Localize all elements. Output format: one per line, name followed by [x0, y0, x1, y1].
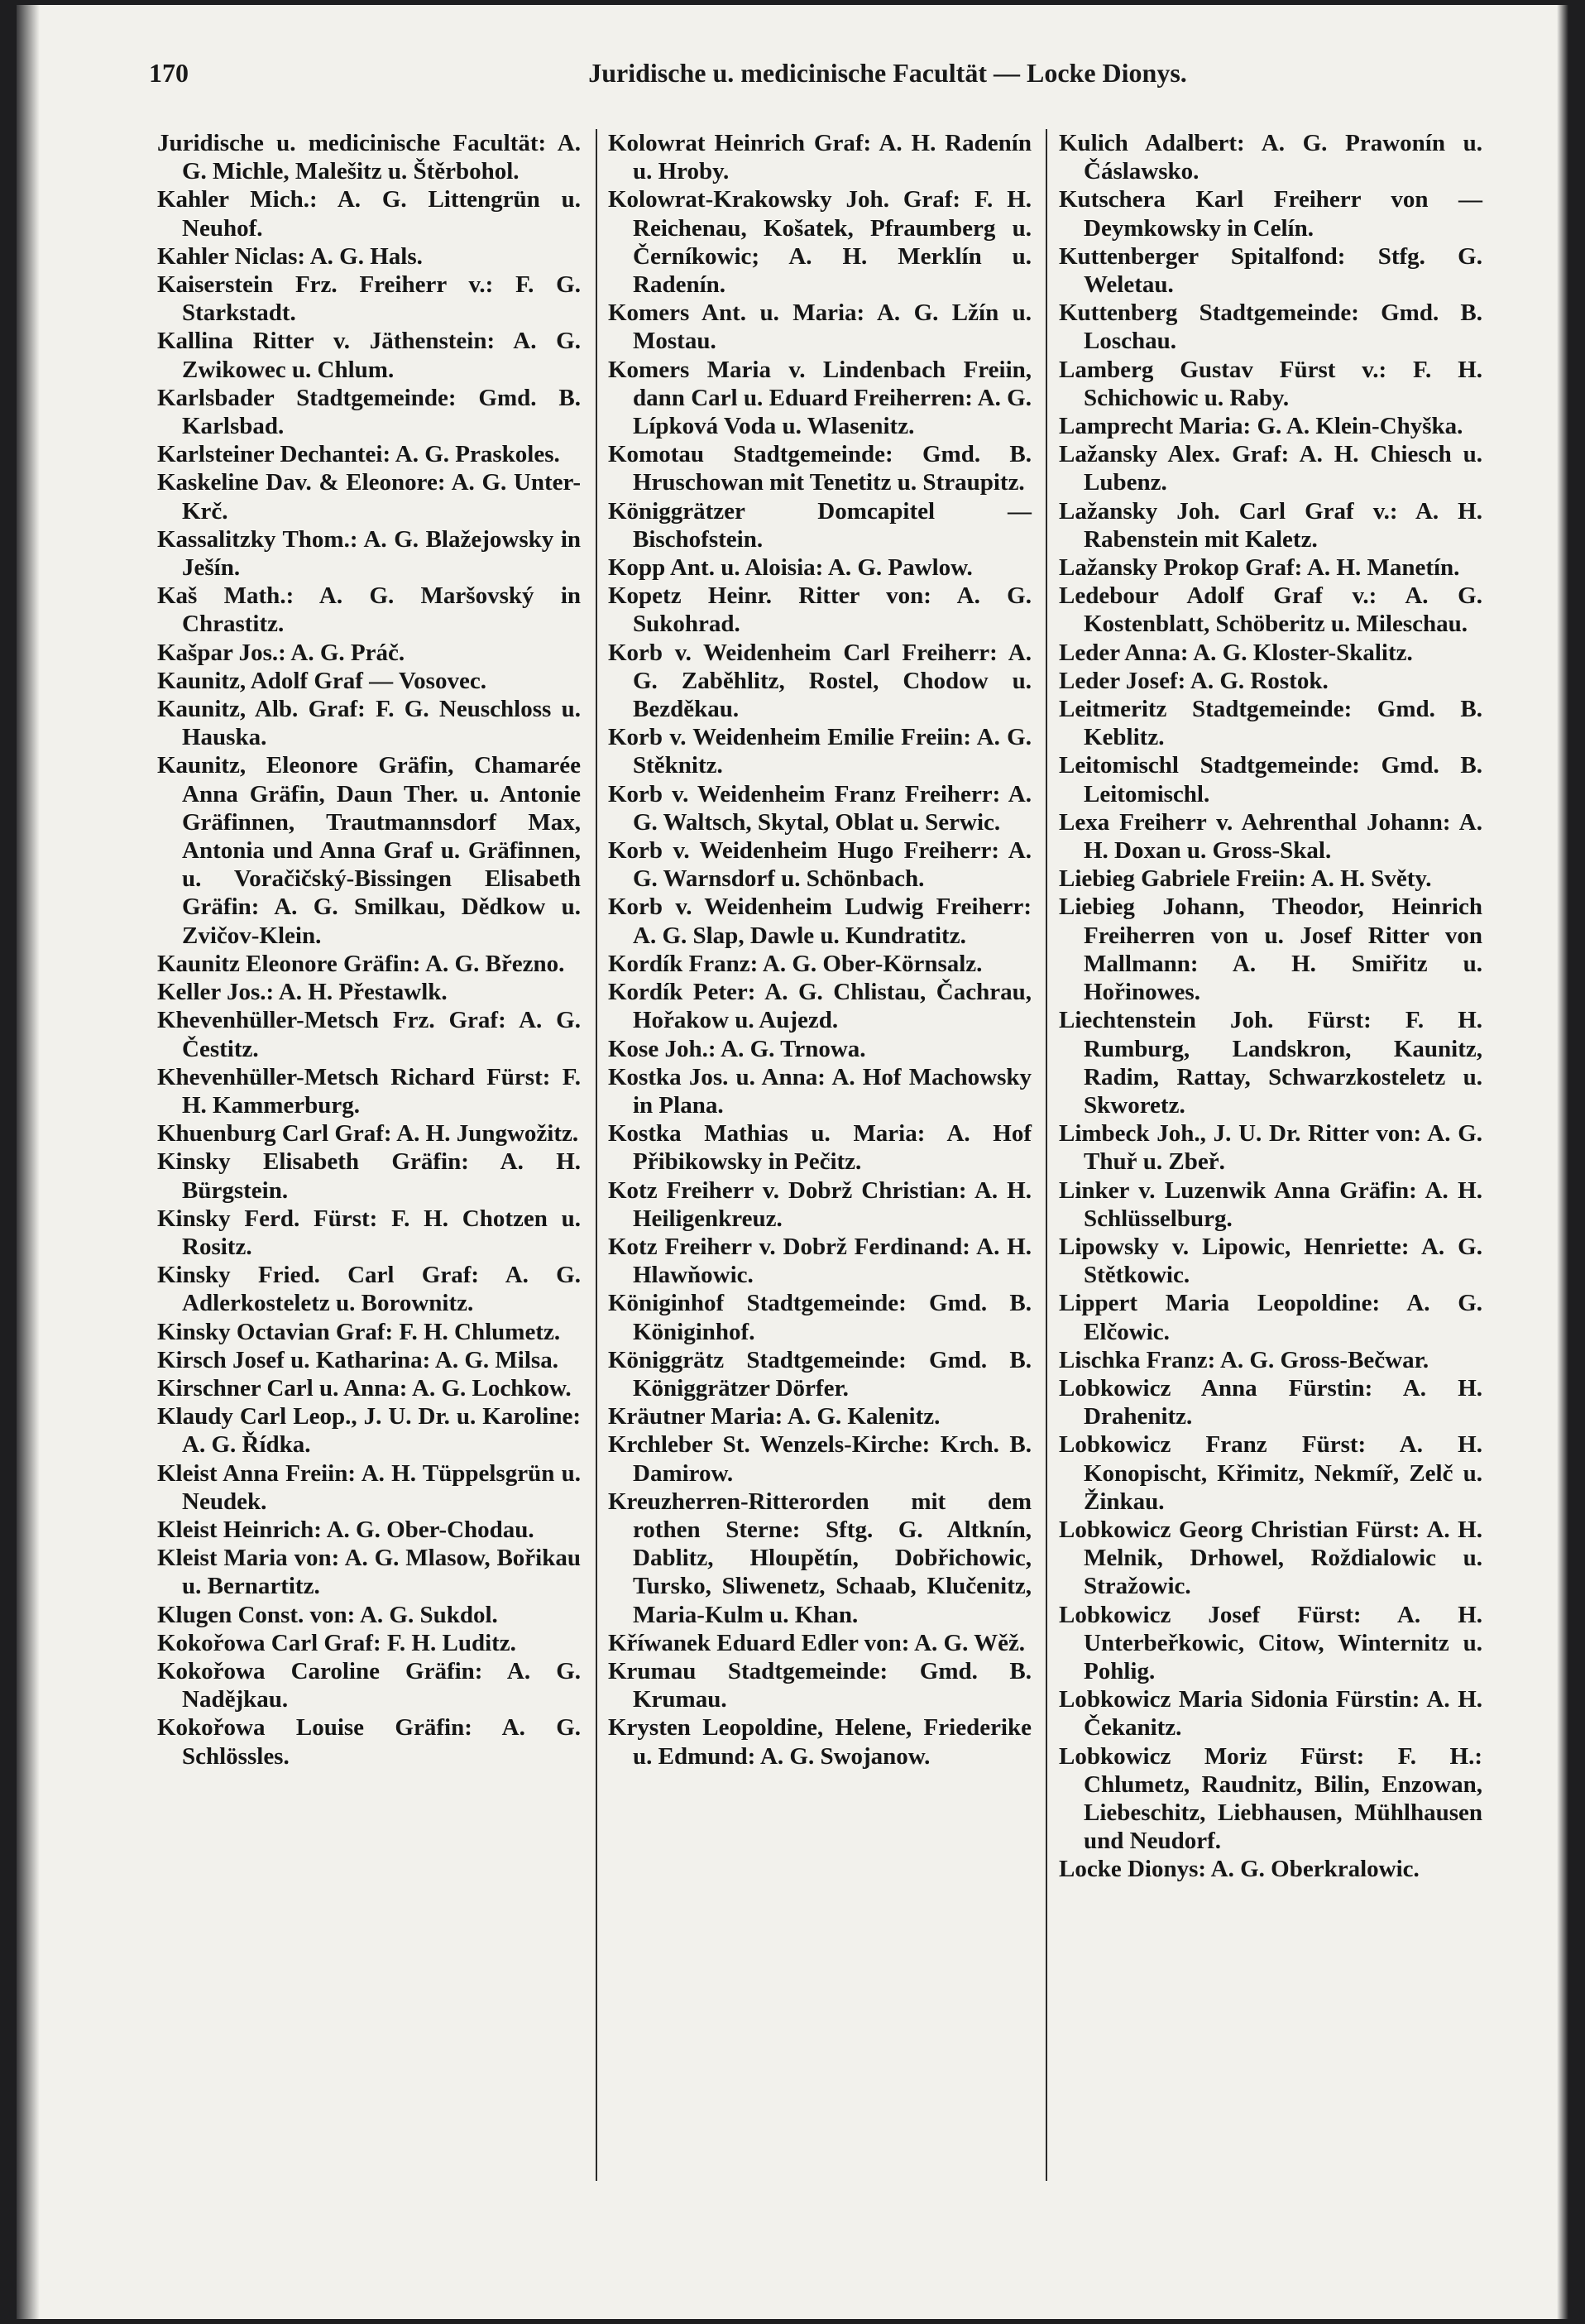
register-entry: Kinsky Elisabeth Gräfin: A. H. Bürgstein. — [157, 1148, 581, 1204]
register-entry: Klugen Const. von: A. G. Sukdol. — [157, 1601, 498, 1628]
register-entry: Kräutner Maria: A. G. Kalenitz. — [608, 1403, 941, 1430]
register-entry: Kotz Freiherr v. Dobrž Ferdinand: A. H. Hlawňowic. — [608, 1233, 1032, 1289]
register-entry: Kaiserstein Frz. Freiherr v.: F. G. Starkstadt. — [157, 271, 581, 327]
register-entry: Kříwanek Eduard Edler von: A. G. Wěž. — [608, 1629, 1026, 1656]
register-entry: Kaunitz Eleonore Gräfin: A. G. Březno. — [157, 950, 565, 977]
register-entry: Kotz Freiherr v. Dobrž Christian: A. H. Heiligenkreuz. — [608, 1176, 1032, 1232]
register-entry: Khuenburg Carl Graf: A. H. Jungwožitz. — [157, 1120, 579, 1148]
register-entry: Kordík Peter: A. G. Chlistau, Čachrau, Hořakow u. Aujezd. — [608, 979, 1032, 1034]
register-entry: Lažansky Prokop Graf: A. H. Manetín. — [1059, 554, 1460, 582]
register-entry: Karlsbader Stadtgemeinde: Gmd. B. Karlsbad. — [157, 384, 581, 440]
register-entry: Kuttenberg Stadtgemeinde: Gmd. B. Loschau. — [1059, 299, 1482, 355]
register-entry: Kolowrat-Krakowsky Joh. Graf: F. H. Reichenau, Košatek, Pfraumberg u. Černíkowic; A. H. Merklín u. Radenín. — [608, 186, 1032, 299]
register-entry: Kinsky Octavian Graf: F. H. Chlumetz. — [157, 1318, 561, 1345]
register-entry: Khevenhüller-Metsch Frz. Graf: A. G. Čestitz. — [157, 1007, 581, 1062]
register-entry: Kleist Maria von: A. G. Mlasow, Bořikau u. Bernartitz. — [157, 1545, 581, 1600]
register-entry: Lipowsky v. Lipowic, Henriette: A. G. Stětkowic. — [1059, 1233, 1482, 1289]
page-binding-shadow — [17, 5, 40, 2319]
register-entry: Kaunitz, Eleonore Gräfin, Chamarée Anna Gräfin, Daun Ther. u. Antonie Gräfinnen, Trautmannsdorf Max, Antonia und Anna Graf u. Gräfinnen, u. Voračičský-Bissingen Elisabeth Gräfin: A. G. Smilkau, Dědkow u. Zvičov-Klein. — [157, 752, 581, 949]
register-entry: Kopp Ant. u. Aloisia: A. G. Pawlow. — [608, 554, 973, 582]
register-entry: Königgrätz Stadtgemeinde: Gmd. B. Königgrätzer Dörfer. — [608, 1346, 1032, 1402]
register-entry: Korb v. Weidenheim Carl Freiherr: A. G. Zaběhlitz, Rostel, Chodow u. Bezděkau. — [608, 639, 1032, 723]
register-entry: Königinhof Stadtgemeinde: Gmd. B. Königinhof. — [608, 1290, 1032, 1345]
register-entry: Krumau Stadtgemeinde: Gmd. B. Krumau. — [608, 1657, 1032, 1713]
register-entry: Lobkowicz Anna Fürstin: A. H. Drahenitz. — [1059, 1374, 1482, 1430]
register-entry: Keller Jos.: A. H. Přestawlk. — [157, 979, 448, 1006]
column-rule — [1046, 129, 1047, 2181]
register-entry: Leitomischl Stadtgemeinde: Gmd. B. Leitomischl. — [1059, 752, 1482, 807]
register-entry: Lexa Freiherr v. Aehrenthal Johann: A. H. Doxan u. Gross-Skal. — [1059, 808, 1482, 865]
register-entry: Lobkowicz Maria Sidonia Fürstin: A. H. Čekanitz. — [1059, 1686, 1482, 1742]
register-entry: Kirschner Carl u. Anna: A. G. Lochkow. — [157, 1374, 572, 1402]
register-entry: Kirsch Josef u. Katharina: A. G. Milsa. — [157, 1346, 558, 1373]
register-entry: Kaš Math.: A. G. Maršovský in Chrastitz. — [157, 582, 581, 638]
register-entry: Kaskeline Dav. & Eleonore: A. G. Unter-Krč. — [157, 469, 581, 525]
register-entry: Leder Josef: A. G. Rostok. — [1059, 667, 1329, 694]
register-entry: Krchleber St. Wenzels-Kirche: Krch. B. Damirow. — [608, 1431, 1032, 1487]
register-entry: Lischka Franz: A. G. Gross-Bečwar. — [1059, 1346, 1429, 1373]
register-entry: Kašpar Jos.: A. G. Práč. — [157, 639, 405, 666]
register-entry: Kahler Mich.: A. G. Littengrün u. Neuhof. — [157, 186, 581, 242]
register-entry: Lobkowicz Georg Christian Fürst: A. H. Melnik, Drhowel, Roždialowic u. Stražowic. — [1059, 1516, 1482, 1600]
register-entry: Korb v. Weidenheim Emilie Freiin: A. G. Stěknitz. — [608, 724, 1032, 779]
register-entry: Kinsky Fried. Carl Graf: A. G. Adlerkosteletz u. Borownitz. — [157, 1262, 581, 1317]
register-entry: Komers Ant. u. Maria: A. G. Lžín u. Mostau. — [608, 299, 1032, 355]
book-page — [17, 5, 1568, 2319]
register-entry: Juridische u. medicinische Facultät: A. G. Michle, Malešitz u. Štěrbohol. — [157, 130, 581, 185]
register-entry: Kleist Anna Freiin: A. H. Tüppelsgrün u. Neudek. — [157, 1459, 581, 1515]
register-entry: Krysten Leopoldine, Helene, Friederike u. Edmund: A. G. Swojanow. — [608, 1714, 1032, 1770]
register-entry: Ledebour Adolf Graf v.: A. G. Kostenblatt, Schöberitz u. Mileschau. — [1059, 582, 1482, 638]
register-entry: Kopetz Heinr. Ritter von: A. G. Sukohrad. — [608, 582, 1032, 638]
register-entry: Lobkowicz Josef Fürst: A. H. Unterbeřkowic, Citow, Winternitz u. Pohlig. — [1059, 1601, 1482, 1684]
register-entry: Lobkowicz Franz Fürst: A. H. Konopischt, Křimitz, Nekmíř, Zelč u. Žinkau. — [1059, 1431, 1482, 1515]
register-entry: Lobkowicz Moriz Fürst: F. H.: Chlumetz, Raudnitz, Bilin, Enzowan, Liebeschitz, Liebhausen, Mühlhausen und Neudorf. — [1059, 1742, 1482, 1855]
register-entry: Khevenhüller-Metsch Richard Fürst: F. H. Kammerburg. — [157, 1063, 581, 1119]
register-entry: Kaunitz, Adolf Graf — Vosovec. — [157, 667, 486, 694]
column-1 — [157, 129, 581, 1771]
register-entry: Korb v. Weidenheim Ludwig Freiherr: A. G. Slap, Dawle u. Kundratitz. — [608, 894, 1032, 949]
register-entry: Kokořowa Louise Gräfin: A. G. Schlössles. — [157, 1714, 581, 1770]
register-entry: Kostka Mathias u. Maria: A. Hof Přibikowsky in Pečitz. — [608, 1120, 1032, 1176]
register-entry: Komers Maria v. Lindenbach Freiin, dann Carl u. Eduard Freiherren: A. G. Lípková Voda u. Wlasenitz. — [608, 356, 1032, 440]
page-edge-shadow — [1557, 5, 1568, 2319]
register-entry: Kordík Franz: A. G. Ober-Körnsalz. — [608, 950, 983, 977]
register-entry: Liebieg Johann, Theodor, Heinrich Freiherren von u. Josef Ritter von Mallmann: A. H. Smiřitz u. Hořinowes. — [1059, 894, 1482, 1006]
register-entry: Leder Anna: A. G. Kloster-Skalitz. — [1059, 639, 1413, 666]
register-entry: Locke Dionys: A. G. Oberkralowic. — [1059, 1856, 1420, 1883]
running-head: Juridische u. medicinische Facultät — Locke Dionys. — [588, 58, 1187, 88]
register-entry: Limbeck Joh., J. U. Dr. Ritter von: A. G. Thuř u. Zbeř. — [1059, 1120, 1482, 1176]
register-entry: Kreuzherren-Ritterorden mit dem rothen Sterne: Sftg. G. Altknín, Dablitz, Hloupětín, Dobřichowic, Tursko, Sliwenetz, Schaab, Klučenitz, Maria-Kulm u. Khan. — [608, 1488, 1032, 1628]
register-entry: Korb v. Weidenheim Franz Freiherr: A. G. Waltsch, Skytal, Oblat u. Serwic. — [608, 780, 1032, 836]
column-rule — [596, 129, 597, 2181]
register-entry: Kuttenberger Spitalfond: Stfg. G. Weletau. — [1059, 242, 1482, 299]
register-entry: Liebieg Gabriele Freiin: A. H. Světy. — [1059, 865, 1432, 893]
register-entry: Kahler Niclas: A. G. Hals. — [157, 242, 423, 270]
register-entry: Komotau Stadtgemeinde: Gmd. B. Hruschowan mit Tenetitz u. Straupitz. — [608, 441, 1032, 496]
column-2 — [608, 129, 1032, 1771]
register-entry: Lamberg Gustav Fürst v.: F. H. Schichowic u. Raby. — [1059, 356, 1482, 411]
register-entry: Klaudy Carl Leop., J. U. Dr. u. Karoline: A. G. Řídka. — [157, 1403, 581, 1459]
register-entry: Kaunitz, Alb. Graf: F. G. Neuschloss u. Hauska. — [157, 696, 581, 751]
register-entry: Kulich Adalbert: A. G. Prawonín u. Čáslawsko. — [1059, 130, 1482, 185]
register-entry: Lippert Maria Leopoldine: A. G. Elčowic. — [1059, 1290, 1482, 1345]
page-number: 170 — [149, 58, 189, 88]
register-entry: Lažansky Alex. Graf: A. H. Chiesch u. Lubenz. — [1059, 441, 1482, 496]
register-entry: Leitmeritz Stadtgemeinde: Gmd. B. Keblitz. — [1059, 696, 1482, 751]
text-columns — [157, 129, 1506, 2247]
register-entry: Königgrätzer Domcapitel — Bischofstein. — [608, 497, 1032, 553]
register-entry: Kutschera Karl Freiherr von — Deymkowsky in Celín. — [1059, 186, 1482, 242]
column-3 — [1059, 129, 1482, 1884]
register-entry: Kallina Ritter v. Jäthenstein: A. G. Zwikowec u. Chlum. — [157, 328, 581, 383]
register-entry: Lamprecht Maria: G. A. Klein-Chyška. — [1059, 413, 1463, 440]
page-header — [149, 58, 1494, 91]
register-entry: Kinsky Ferd. Fürst: F. H. Chotzen u. Rositz. — [157, 1205, 581, 1260]
register-entry: Kostka Jos. u. Anna: A. Hof Machowsky in Plana. — [608, 1063, 1032, 1119]
register-entry: Kose Joh.: A. G. Trnowa. — [608, 1035, 866, 1062]
register-entry: Kleist Heinrich: A. G. Ober-Chodau. — [157, 1516, 534, 1543]
register-entry: Kokořowa Caroline Gräfin: A. G. Nadějkau. — [157, 1657, 581, 1713]
register-entry: Liechtenstein Joh. Fürst: F. H. Rumburg, Landskron, Kaunitz, Radim, Rattay, Schwarzkosteletz u. Skworetz. — [1059, 1007, 1482, 1119]
register-entry: Karlsteiner Dechantei: A. G. Praskoles. — [157, 441, 560, 468]
register-entry: Kokořowa Carl Graf: F. H. Luditz. — [157, 1629, 516, 1656]
register-entry: Lažansky Joh. Carl Graf v.: A. H. Rabenstein mit Kaletz. — [1059, 497, 1482, 553]
register-entry: Kassalitzky Thom.: A. G. Blažejowsky in Ješín. — [157, 525, 581, 582]
register-entry: Linker v. Luzenwik Anna Gräfin: A. H. Schlüsselburg. — [1059, 1176, 1482, 1232]
register-entry: Kolowrat Heinrich Graf: A. H. Radenín u. Hroby. — [608, 130, 1032, 185]
register-entry: Korb v. Weidenheim Hugo Freiherr: A. G. Warnsdorf u. Schönbach. — [608, 837, 1032, 893]
